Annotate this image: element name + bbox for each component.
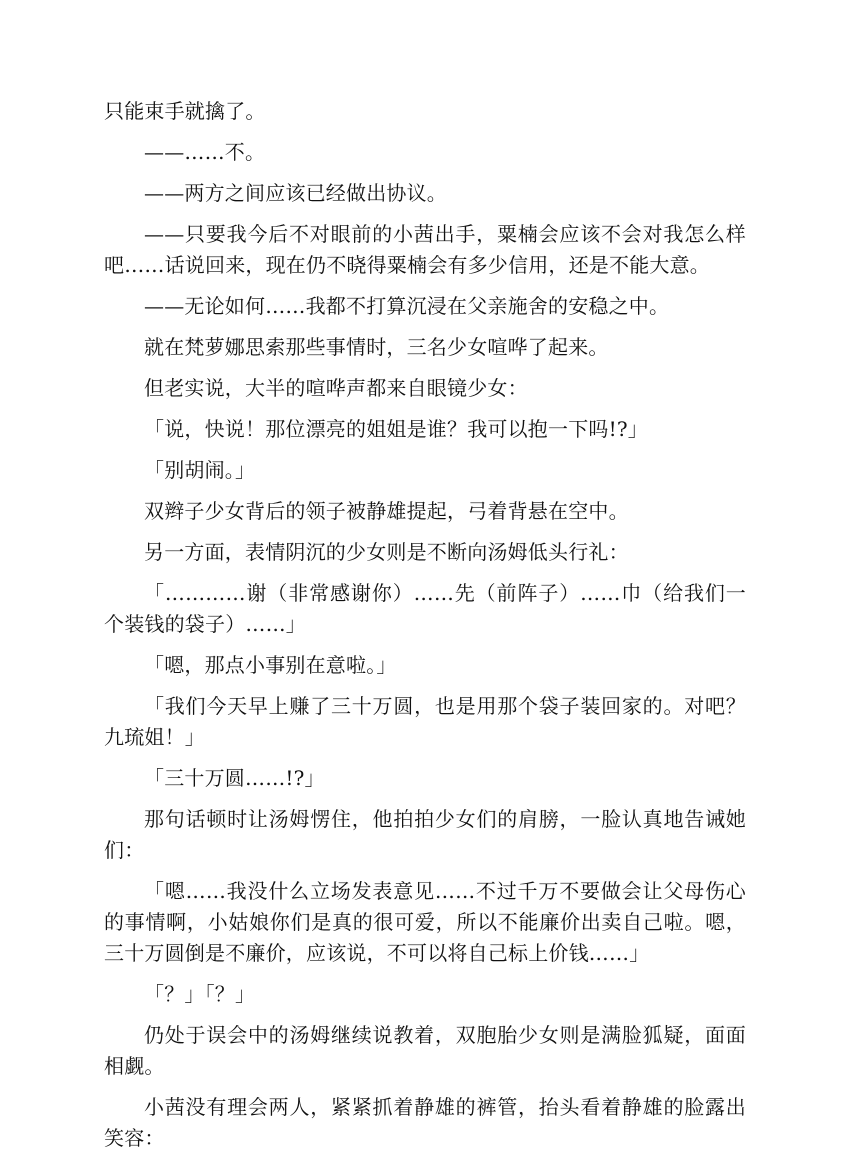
paragraph-18: 「？」「？」 <box>144 982 256 1006</box>
paragraph-5: ——无论如何……我都不打算沉浸在父亲施舍的安稳之中。 <box>144 294 670 318</box>
paragraph-8: 「说，快说！那位漂亮的姐姐是谁？我可以抱一下吗!?」 <box>144 417 648 441</box>
paragraph-6: 就在梵萝娜思索那些事情时，三名少女喧哗了起来。 <box>144 335 609 359</box>
paragraph-9: 「别胡闹。」 <box>144 458 256 482</box>
paragraph-20: 小茜没有理会两人，紧紧抓着静雄的裤管，抬头看着静雄的脸露出笑容： <box>104 1095 746 1150</box>
paragraph-13: 「嗯，那点小事别在意啦。」 <box>144 653 397 677</box>
paragraph-12: 「…………谢（非常感谢你）……先（前阵子）……巾（给我们一个装钱的袋子）……」 <box>104 581 746 636</box>
text-body <box>104 96 746 1164</box>
paragraph-14: 「我们今天早上赚了三十万圆，也是用那个袋子装回家的。对吧？九琉姐！」 <box>104 694 746 749</box>
paragraph-7: 但老实说，大半的喧哗声都来自眼镜少女： <box>144 376 528 400</box>
paragraph-2: ——……不。 <box>144 140 266 164</box>
paragraph-3: ——两方之间应该已经做出协议。 <box>144 181 447 205</box>
paragraph-10: 双辫子少女背后的领子被静雄提起，弓着背悬在空中。 <box>144 499 629 523</box>
paragraph-11: 另一方面，表情阴沉的少女则是不断向汤姆低头行礼： <box>144 540 629 564</box>
paragraph-15: 「三十万圆……!?」 <box>144 766 325 790</box>
paragraph-17: 「嗯……我没什么立场发表意见……不过千万不要做会让父母伤心的事情啊，小姑娘你们是真的很可爱，所以不能廉价出卖自己啦。嗯，三十万圆倒是不廉价，应该说，不可以将自己标上价钱……」 <box>104 879 746 965</box>
paragraph-19: 仍处于误会中的汤姆继续说教着，双胞胎少女则是满脸狐疑，面面相觑。 <box>104 1023 746 1078</box>
paragraph-1: 只能束手就擒了。 <box>104 99 266 123</box>
paragraph-4: ——只要我今后不对眼前的小茜出手，粟楠会应该不会对我怎么样吧……话说回来，现在仍不晓得粟楠会有多少信用，还是不能大意。 <box>104 222 746 277</box>
paragraph-16: 那句话顿时让汤姆愣住，他拍拍少女们的肩膀，一脸认真地告诫她们： <box>104 807 746 862</box>
